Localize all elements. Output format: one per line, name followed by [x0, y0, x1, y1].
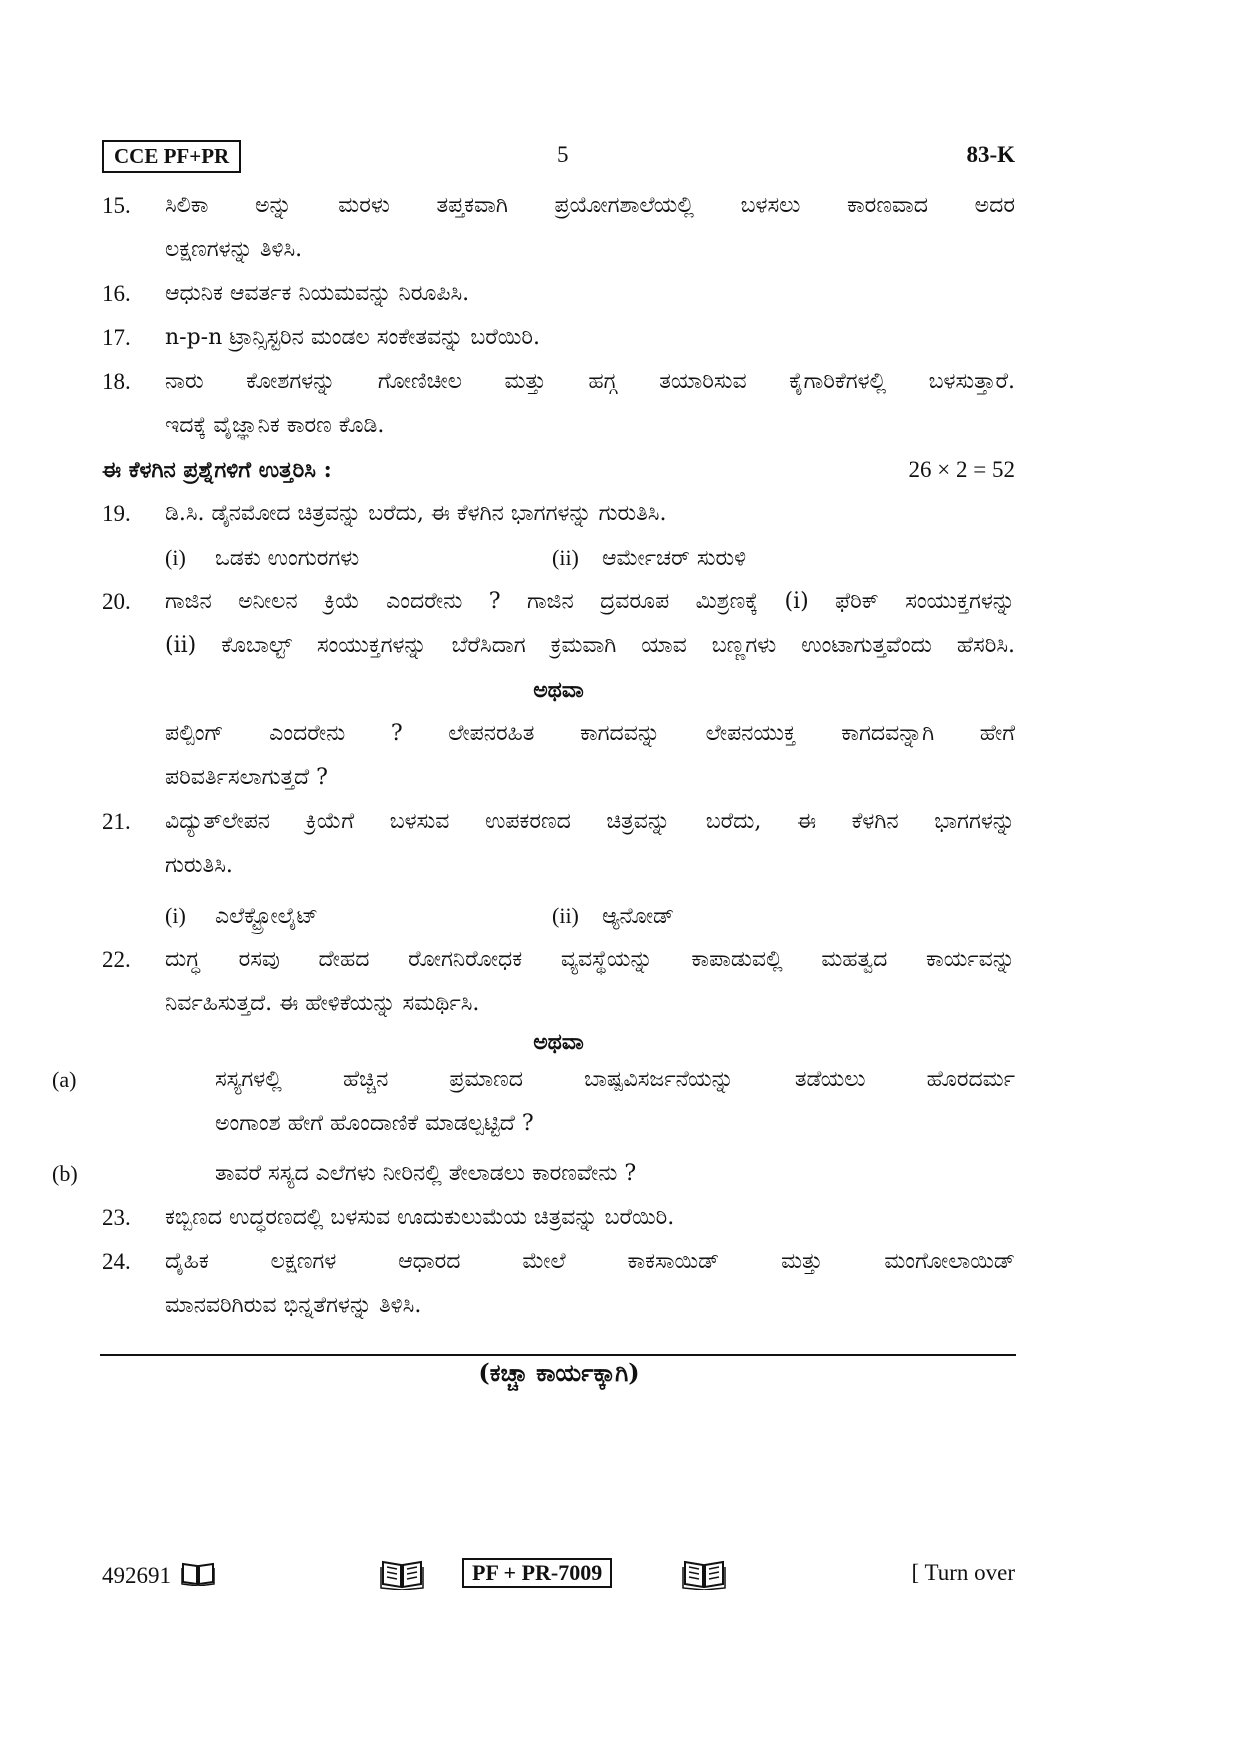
question-text: ನಾರು ಕೋಶಗಳನ್ನು ಗೋಣಿಚೀಲ ಮತ್ತು ಹಗ್ಗ ತಯಾರಿಸುವ ಕೈಗಾರಿಕೆಗಳಲ್ಲಿ ಬಳಸುತ್ತಾರೆ.: [165, 369, 1015, 394]
question-20-alternative: [102, 712, 1015, 800]
question-text: ವಿದ್ಯುತ್‌ಲೇಪನ ಕ್ರಿಯೆಗೆ ಬಳಸುವ ಉಪಕರಣದ ಚಿತ್ರವನ್ನು ಬರೆದು, ಈ ಕೆಳಗಿನ ಭಾಗಗಳನ್ನು: [165, 809, 1015, 834]
section-instruction: [102, 448, 1015, 492]
course-code-box: CCE PF+PR: [102, 140, 241, 173]
section-marks: 26 × 2 = 52: [908, 457, 1015, 482]
rough-work-divider: [100, 1354, 1016, 1356]
rough-work-label: (ಕಚ್ಚಾ ಕಾರ್ಯಕ್ಕಾಗಿ): [478, 1358, 640, 1387]
question-text: ಆಧುನಿಕ ಆವರ್ತಕ ನಿಯಮವನ್ನು ನಿರೂಪಿಸಿ.: [165, 281, 470, 306]
question-number: 18.: [102, 369, 131, 394]
question-16: [102, 272, 1015, 316]
question-text: ಇದಕ್ಕೆ ವೈಜ್ಞಾನಿಕ ಕಾರಣ ಕೊಡಿ.: [165, 413, 385, 438]
question-number: 16.: [102, 281, 131, 306]
part-label: (a): [52, 1067, 77, 1092]
question-number: 19.: [102, 501, 131, 526]
paper-code-box: PF + PR-7009: [462, 1558, 612, 1588]
question-23: [102, 1196, 1015, 1240]
open-book-icon: [682, 1558, 726, 1590]
question-number: 22.: [102, 947, 131, 972]
footer-code: 492691: [102, 1560, 215, 1589]
question-text: ಅಂಗಾಂಶ ಹೇಗೆ ಹೊಂದಾಣಿಕೆ ಮಾಡಲ್ಪಟ್ಟಿದೆ ?: [215, 1111, 534, 1136]
question-text: ಸಿಲಿಕಾ ಅನ್ನು ಮರಳು ತಪ್ತಕವಾಗಿ ಪ್ರಯೋಗಶಾಲೆಯಲ್ಲಿ ಬಳಸಲು ಕಾರಣವಾದ ಅದರ: [165, 193, 1015, 218]
question-text: ಗುರುತಿಸಿ.: [165, 853, 233, 878]
option-ii: (ii) ಆರ್ಮೇಚರ್ ಸುರುಳಿ: [552, 545, 747, 571]
question-number: 17.: [102, 325, 131, 350]
question-22-part-b: [52, 1152, 1015, 1196]
question-text: ಲಕ್ಷಣಗಳನ್ನು ತಿಳಿಸಿ.: [165, 237, 303, 262]
instruction-text: ಈ ಕೆಳಗಿನ ಪ್ರಶ್ನೆಗಳಿಗೆ ಉತ್ತರಿಸಿ :: [102, 457, 332, 483]
question-18: [102, 360, 1015, 448]
question-21: [102, 800, 1015, 888]
question-content: [52, 184, 1015, 1328]
question-20: [102, 580, 1015, 668]
question-21-options: [102, 894, 1015, 938]
question-text: ಗಾಜಿನ ಅನೀಲನ ಕ್ರಿಯೆ ಎಂದರೇನು ? ಗಾಜಿನ ದ್ರವರೂಪ ಮಿಶ್ರಣಕ್ಕೆ (i) ಫೆರಿಕ್ ಸಂಯುಕ್ತಗಳನ್ನು: [165, 589, 1015, 614]
question-number: 24.: [102, 1249, 131, 1274]
question-text: ತಾವರೆ ಸಸ್ಯದ ಎಲೆಗಳು ನೀರಿನಲ್ಲಿ ತೇಲಾಡಲು ಕಾರಣವೇನು ?: [215, 1161, 637, 1186]
question-19: [102, 492, 1015, 536]
question-text: ನಿರ್ವಹಿಸುತ್ತದೆ. ಈ ಹೇಳಿಕೆಯನ್ನು ಸಮರ್ಥಿಸಿ.: [165, 991, 480, 1016]
question-number: 23.: [102, 1205, 131, 1230]
question-text: ಸಸ್ಯಗಳಲ್ಲಿ ಹೆಚ್ಚಿನ ಪ್ರಮಾಣದ ಬಾಷ್ಪವಿಸರ್ಜನೆಯನ್ನು ತಡೆಯಲು ಹೊರದರ್ಮ: [215, 1067, 1015, 1092]
or-divider: ಅಥವಾ: [533, 677, 584, 703]
paper-code: 83-K: [966, 142, 1015, 167]
question-number: 20.: [102, 589, 131, 614]
page-footer: [102, 1556, 1015, 1596]
question-text: n-p-n ಟ್ರಾನ್ಸಿಸ್ಟರಿನ ಮಂಡಲ ಸಂಕೇತವನ್ನು ಬರೆಯಿರಿ.: [165, 325, 540, 350]
open-book-icon: [181, 1560, 215, 1586]
question-22-part-a: [52, 1058, 1015, 1146]
part-label: (b): [52, 1161, 78, 1186]
question-text: (ii) ಕೊಬಾಲ್ಟ್ ಸಂಯುಕ್ತಗಳನ್ನು ಬೆರೆಸಿದಾಗ ಕ್ರಮವಾಗಿ ಯಾವ ಬಣ್ಣಗಳು ಉಂಟಾಗುತ್ತವೆಂದು ಹೆಸರಿಸಿ.: [165, 633, 1015, 658]
option-i: (i) ಒಡಕು ಉಂಗುರಗಳು: [165, 545, 360, 571]
question-17: [102, 316, 1015, 360]
question-24: [102, 1240, 1015, 1328]
turn-over-note: [ Turn over: [911, 1560, 1015, 1585]
page-header: [102, 140, 1015, 176]
question-number: 15.: [102, 193, 131, 218]
question-number: 21.: [102, 809, 131, 834]
question-22: [102, 938, 1015, 1026]
option-i: (i) ಎಲೆಕ್ಟ್ರೋಲೈಟ್: [165, 903, 319, 929]
question-text: ಮಾನವರಿಗಿರುವ ಭಿನ್ನತೆಗಳನ್ನು ತಿಳಿಸಿ.: [165, 1293, 422, 1318]
question-text: ಪರಿವರ್ತಿಸಲಾಗುತ್ತದೆ ?: [165, 765, 328, 790]
question-text: ದೈಹಿಕ ಲಕ್ಷಣಗಳ ಆಧಾರದ ಮೇಲೆ ಕಾಕಸಾಯಿಡ್ ಮತ್ತು ಮಂಗೋಲಾಯಿಡ್: [165, 1249, 1015, 1274]
option-ii: (ii) ಆ್ಯನೋಡ್: [552, 903, 675, 929]
page-number: 5: [557, 142, 569, 167]
question-text: ಪಲ್ಪಿಂಗ್ ಎಂದರೇನು ? ಲೇಪನರಹಿತ ಕಾಗದವನ್ನು ಲೇಪನಯುಕ್ತ ಕಾಗದವನ್ನಾಗಿ ಹೇಗೆ: [165, 721, 1015, 746]
open-book-icon: [380, 1558, 424, 1590]
question-text: ಕಬ್ಬಿಣದ ಉದ್ಧರಣದಲ್ಲಿ ಬಳಸುವ ಊದುಕುಲುಮೆಯ ಚಿತ್ರವನ್ನು ಬರೆಯಿರಿ.: [165, 1205, 675, 1230]
question-text: ಡಿ.ಸಿ. ಡೈನಮೋದ ಚಿತ್ರವನ್ನು ಬರೆದು, ಈ ಕೆಳಗಿನ ಭಾಗಗಳನ್ನು ಗುರುತಿಸಿ.: [165, 501, 667, 526]
or-divider: ಅಥವಾ: [533, 1029, 584, 1055]
question-19-options: [102, 536, 1015, 580]
question-15: [102, 184, 1015, 272]
question-text: ದುಗ್ಧ ರಸವು ದೇಹದ ರೋಗನಿರೋಧಕ ವ್ಯವಸ್ಥೆಯನ್ನು ಕಾಪಾಡುವಲ್ಲಿ ಮಹತ್ವದ ಕಾರ್ಯವನ್ನು: [165, 947, 1015, 972]
